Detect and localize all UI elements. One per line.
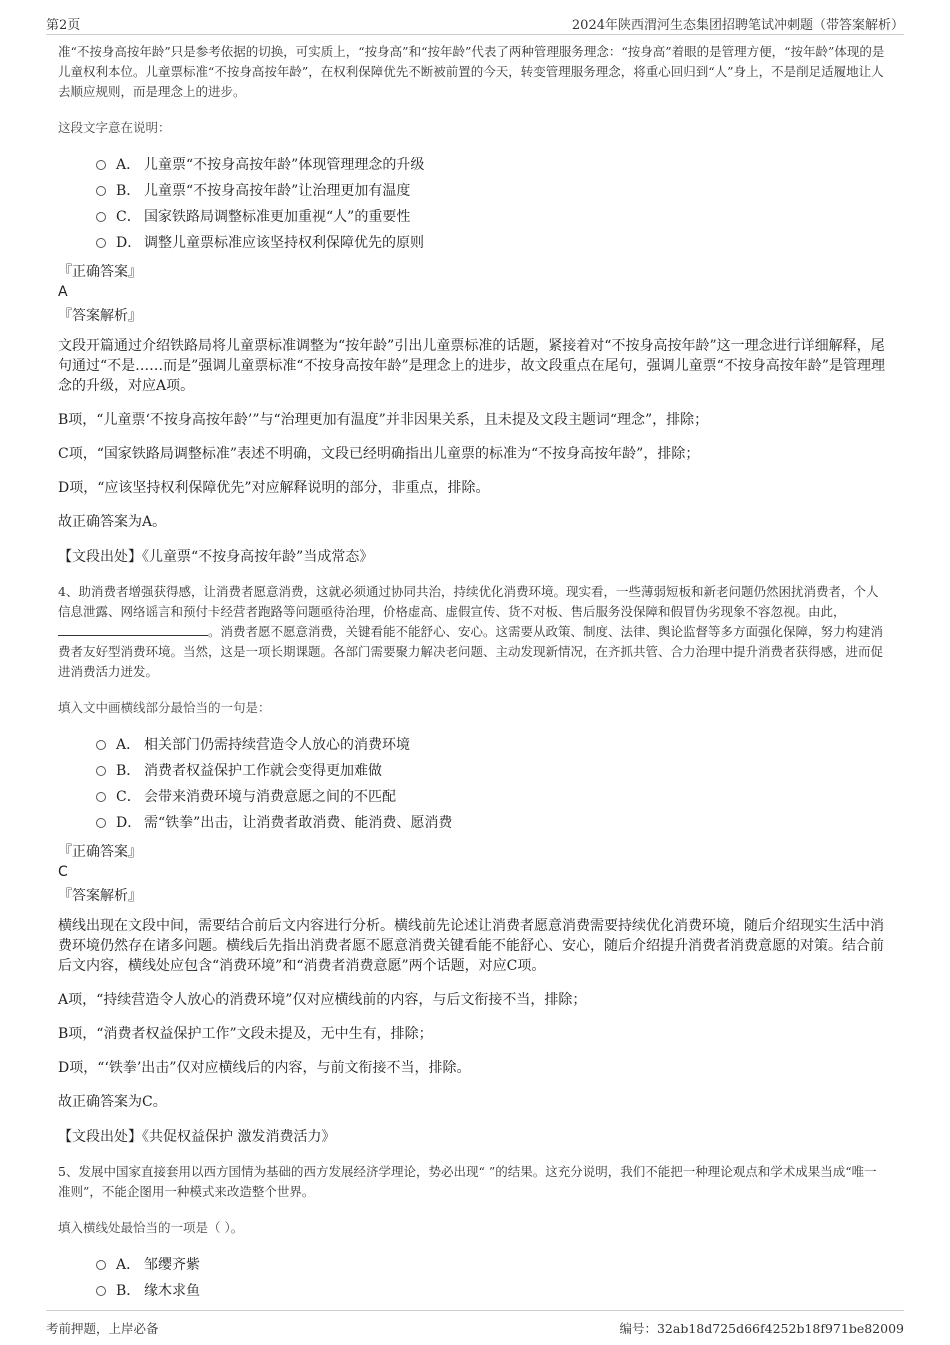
radio-icon[interactable] (96, 186, 106, 196)
option-text: 缘木求鱼 (144, 1283, 200, 1299)
radio-icon[interactable] (96, 818, 106, 828)
option-text: 邹缨齐紫 (144, 1257, 200, 1273)
option-text: 消费者权益保护工作就会变得更加难做 (144, 763, 382, 779)
document-id: 编号：32ab18d725d66f4252b18f971be82009 (619, 1321, 904, 1336)
q3-source: 【文段出处】《儿童票“不按身高按年龄”当成常态》 (58, 549, 374, 565)
q4-analysis-conclusion: 故正确答案为C。 (58, 1094, 167, 1110)
q4-passage-before: 4、助消费者增强获得感，让消费者愿意消费，这就必须通过协同共治，持续优化消费环境。现实看，一些薄弱短板和新老问题仍然困扰消费者，个人信息泄露、网络谣言和预付卡经营者跑路等问题亟待治理，价格虚高、虚假宣传、货不对板、售后服务没保障和假冒伪劣现象不容忽视。由此， (58, 584, 879, 619)
q3-analysis-b: B项，“儿童票‘不按身高按年龄’”与“治理更加有温度”并非因果关系，且未提及文段主题词“理念”，排除； (58, 412, 709, 428)
option-text: 儿童票“不按身高按年龄”体现管理理念的升级 (144, 157, 425, 173)
option-letter: B． (116, 183, 141, 199)
option-text: 国家铁路局调整标准更加重视“人”的重要性 (144, 209, 411, 225)
q3-analysis-c: C项，“国家铁路局调整标准”表述不明确，文段已经明确指出儿童票的标准为“不按身高按年龄”，排除； (58, 446, 700, 462)
q3-options (96, 154, 888, 258)
q4-option-d[interactable] (96, 812, 888, 838)
q3-answer-tag: 『正确答案』 (58, 264, 142, 280)
q3-prompt: 这段文字意在说明： (58, 120, 171, 135)
page-content (58, 42, 888, 1306)
q5-passage: 5、发展中国家直接套用以西方国情为基础的西方发展经济学理论，势必出现“ ”的结果。这充分说明，我们不能把一种理论观点和学术成果当成“唯一准则”，不能企图用一种模式来改造整个世界。 (58, 1164, 877, 1199)
q4-analysis-d: D项，“‘铁拳’出击”仅对应横线后的内容，与前文衔接不当，排除。 (58, 1060, 471, 1076)
option-letter: D． (116, 815, 142, 831)
q3-answer: A (58, 284, 68, 300)
q4-passage-after: 。消费者愿不愿意消费，关键看能不能舒心、安心。这需要从政策、制度、法律、舆论监督等多方面强化保障，努力构建消费者友好型消费环境。当然，这是一项长期课题。各部门需要聚力解决老问题、主动发现新情况，在齐抓共管、合力治理中提升消费者获得感，进而促进消费活力迸发。 (58, 624, 884, 679)
page-footer (46, 1310, 904, 1345)
q3-analysis-tag: 『答案解析』 (58, 308, 142, 324)
radio-icon[interactable] (96, 766, 106, 776)
q3-option-d[interactable] (96, 232, 888, 258)
radio-icon[interactable] (96, 1260, 106, 1270)
q4-analysis-tag: 『答案解析』 (58, 888, 142, 904)
option-text: 儿童票“不按身高按年龄”让治理更加有温度 (144, 183, 411, 199)
radio-icon[interactable] (96, 792, 106, 802)
q4-prompt: 填入文中画横线部分最恰当的一句是： (58, 700, 271, 715)
q5-option-a[interactable] (96, 1254, 888, 1280)
option-letter: C． (116, 209, 141, 225)
q4-option-c[interactable] (96, 786, 888, 812)
q5-prompt: 填入横线处最恰当的一项是（ ）。 (58, 1220, 244, 1235)
q5-options (96, 1254, 888, 1306)
page-header (46, 0, 904, 35)
q4-answer-tag: 『正确答案』 (58, 844, 142, 860)
radio-icon[interactable] (96, 160, 106, 170)
page-number: 第2页 (46, 18, 81, 33)
q4-option-b[interactable] (96, 760, 888, 786)
q3-option-c[interactable] (96, 206, 888, 232)
option-text: 相关部门仍需持续营造令人放心的消费环境 (144, 737, 410, 753)
q3-passage: 准“不按身高按年龄”只是参考依据的切换，可实质上，“按身高”和“按年龄”代表了两种管理服务理念：“按身高”着眼的是管理方便，“按年龄”体现的是儿童权利本位。儿童票标准“不按身高按年龄”，在权利保障优先不断被前置的今天，转变管理服务理念，将重心回归到“人”身上，不是削足适履地让人去顺应规则，而是理念上的进步。 (58, 44, 885, 99)
option-letter: B． (116, 1283, 141, 1299)
option-text: 需“铁拳”出击，让消费者敢消费、能消费、愿消费 (144, 815, 453, 831)
q4-option-a[interactable] (96, 734, 888, 760)
radio-icon[interactable] (96, 238, 106, 248)
option-letter: B． (116, 763, 141, 779)
q3-analysis-main: 文段开篇通过介绍铁路局将儿童票标准调整为“按年龄”引出儿童票标准的话题，紧接着对“不按身高按年龄”这一理念进行详细解释，尾句通过“不是……而是”强调儿童票标准“不按身高按年龄”是理念上的进步，故文段重点在尾句，强调儿童票“不按身高按年龄”是管理理念的升级，对应A项。 (58, 338, 885, 394)
document-title: 2024年陕西渭河生态集团招聘笔试冲刺题（带答案解析） (571, 18, 904, 33)
q5-option-b[interactable] (96, 1280, 888, 1306)
fill-blank (58, 623, 208, 636)
option-letter: D． (116, 235, 142, 251)
q4-analysis-a: A项，“持续营造令人放心的消费环境”仅对应横线前的内容，与后文衔接不当，排除； (58, 992, 587, 1008)
option-letter: C． (116, 789, 141, 805)
option-letter: A． (116, 157, 141, 173)
q4-answer: C (58, 864, 68, 880)
q4-analysis-b: B项，“消费者权益保护工作”文段未提及，无中生有，排除； (58, 1026, 433, 1042)
option-text: 调整儿童票标准应该坚持权利保障优先的原则 (144, 235, 424, 251)
radio-icon[interactable] (96, 212, 106, 222)
radio-icon[interactable] (96, 740, 106, 750)
q3-analysis-conclusion: 故正确答案为A。 (58, 514, 167, 530)
q3-analysis-d: D项，“应该坚持权利保障优先”对应解释说明的部分，非重点，排除。 (58, 480, 490, 496)
option-letter: A． (116, 737, 141, 753)
q4-options (96, 734, 888, 838)
footer-slogan: 考前押题，上岸必备 (46, 1321, 159, 1336)
q3-option-a[interactable] (96, 154, 888, 180)
q4-source: 【文段出处】《共促权益保护 激发消费活力》 (58, 1129, 336, 1145)
q4-analysis-main: 横线出现在文段中间，需要结合前后文内容进行分析。横线前先论述让消费者愿意消费需要持续优化消费环境，随后介绍现实生活中消费环境仍然存在诸多问题。横线后先指出消费者愿不愿意消费关键看能不能舒心、安心，随后介绍提升消费者消费意愿的对策。结合前后文内容，横线处应包含“消费环境”和“消费者消费意愿”两个话题，对应C项。 (58, 918, 884, 974)
option-letter: A． (116, 1257, 141, 1273)
radio-icon[interactable] (96, 1286, 106, 1296)
q4-passage (58, 582, 888, 682)
q3-option-b[interactable] (96, 180, 888, 206)
option-text: 会带来消费环境与消费意愿之间的不匹配 (144, 789, 396, 805)
